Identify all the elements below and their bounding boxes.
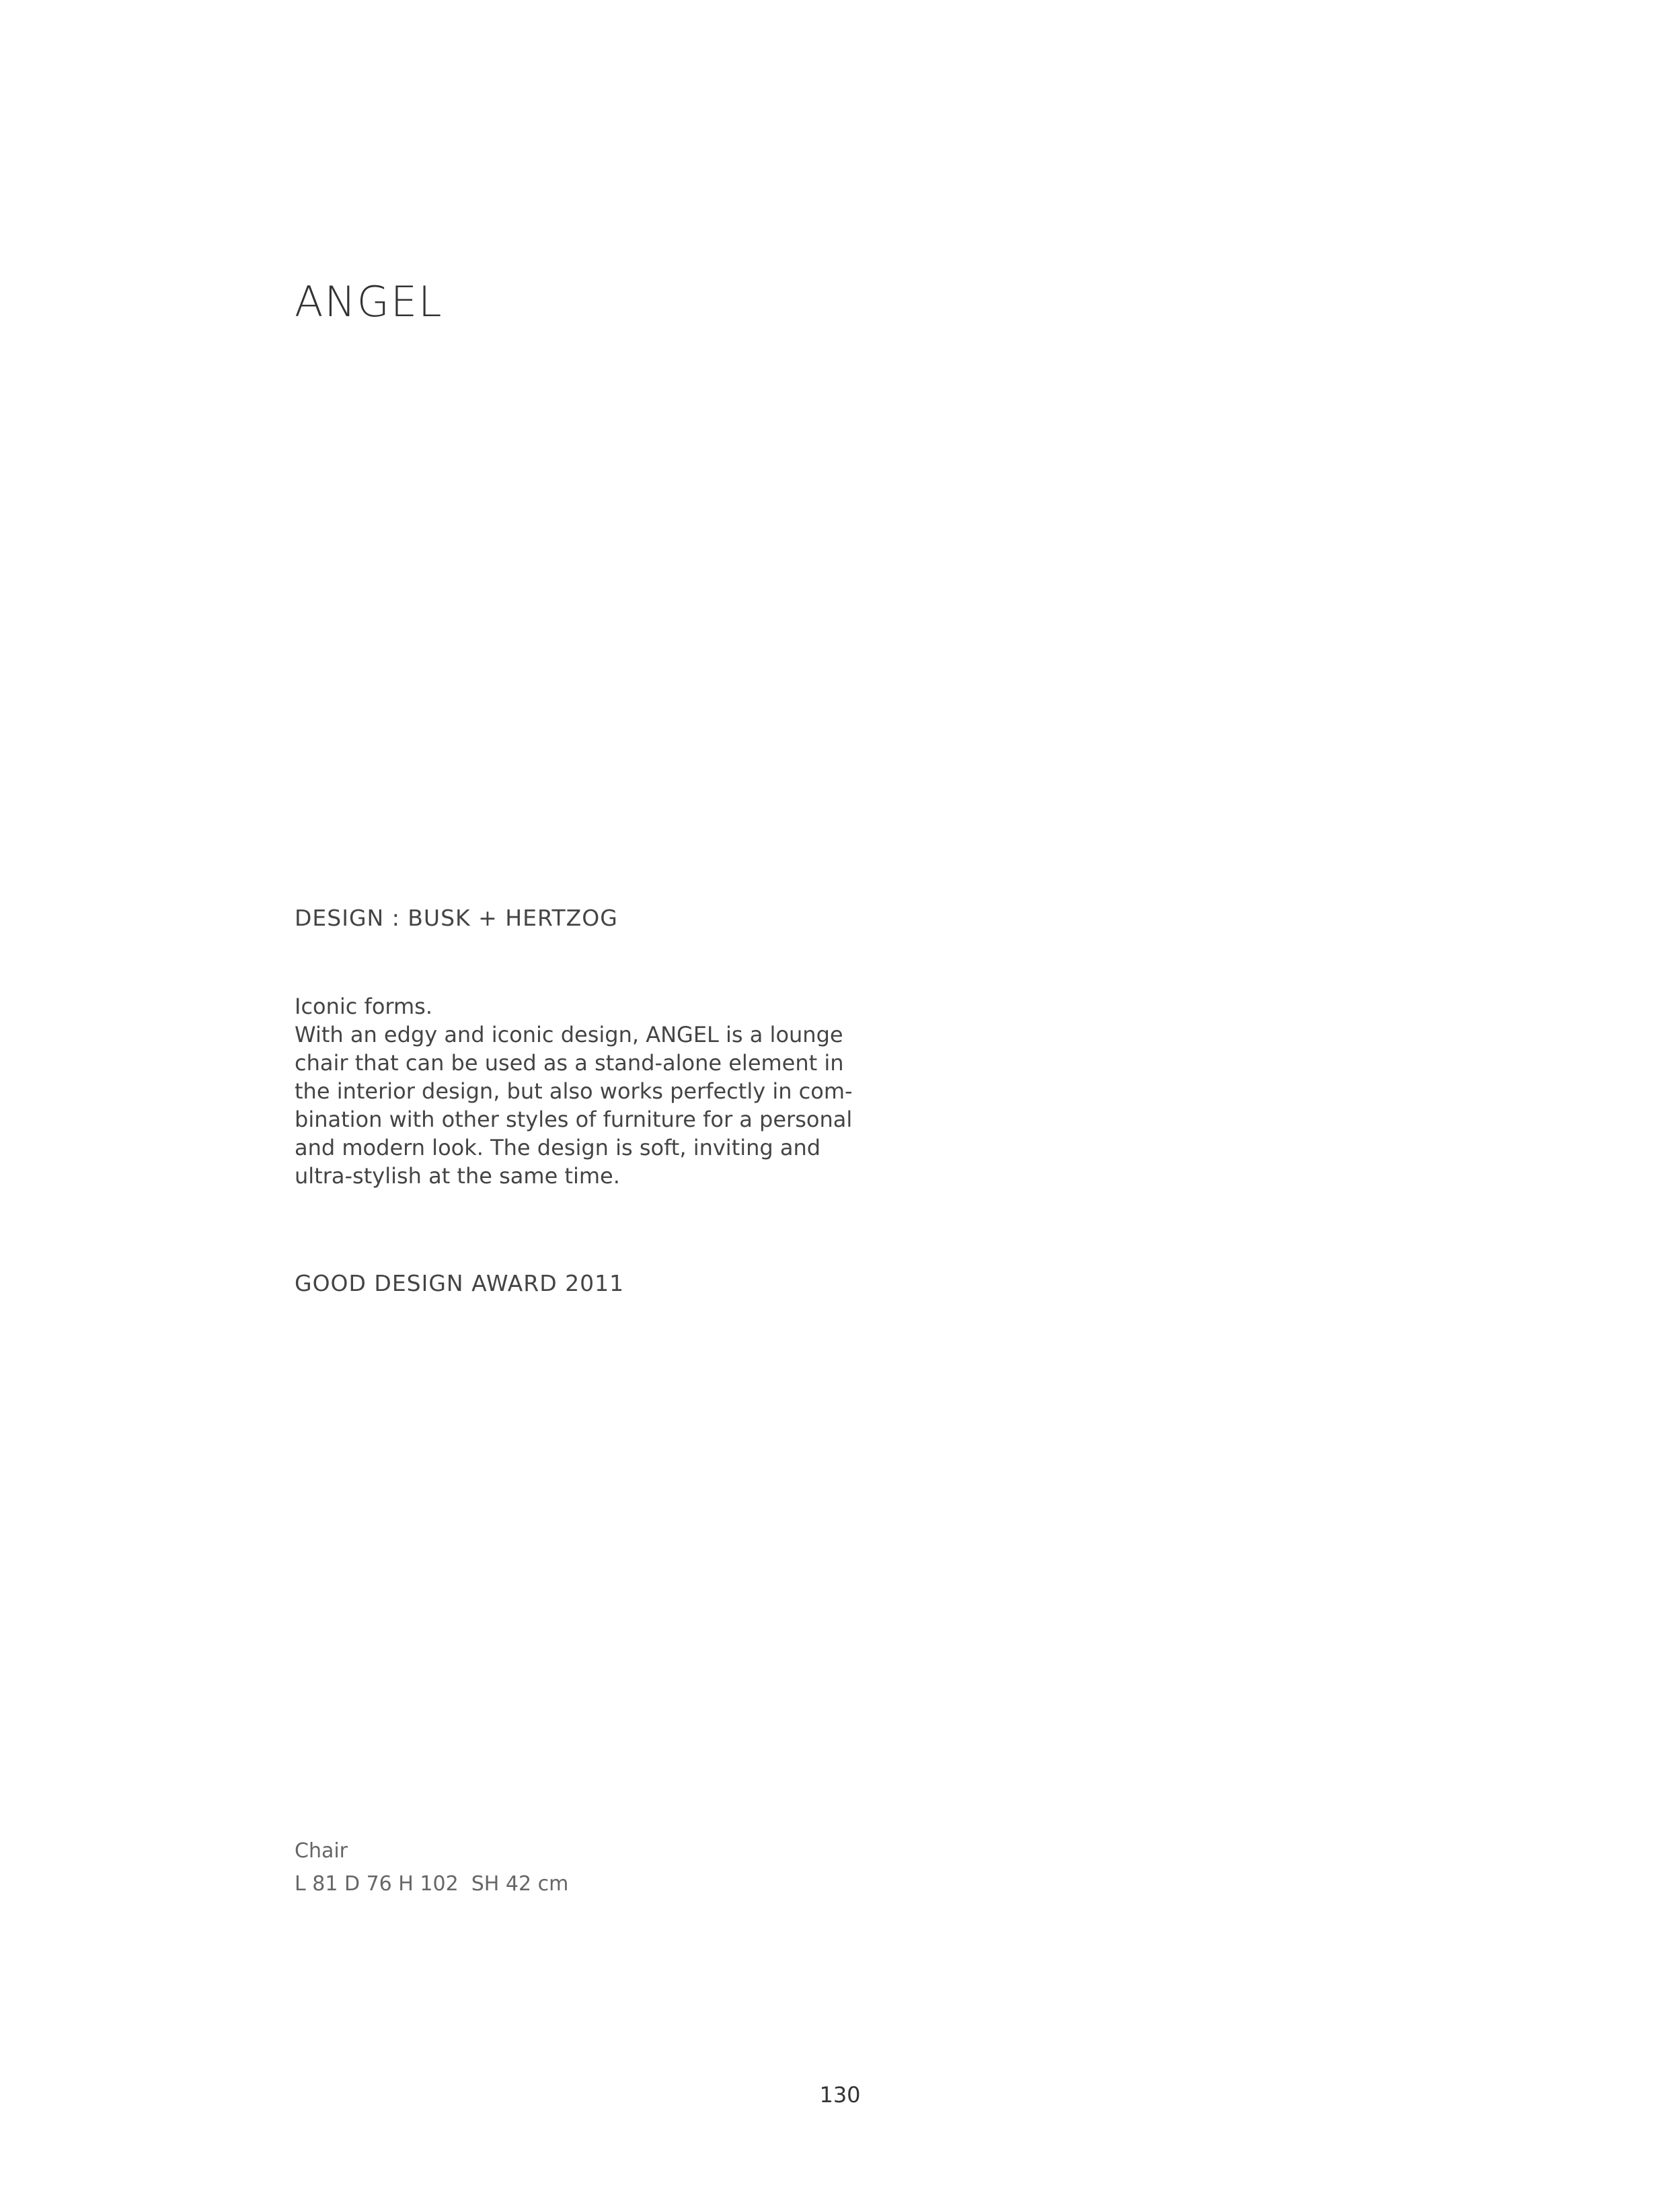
description-line: With an edgy and iconic design, ANGEL is a lounge bbox=[295, 1022, 843, 1047]
description-line: the interior design, but also works perfectly in com- bbox=[295, 1078, 853, 1104]
description-line: Iconic forms. bbox=[295, 994, 432, 1019]
product-description bbox=[295, 992, 900, 1190]
award-text: GOOD DESIGN AWARD 2011 bbox=[295, 1270, 625, 1296]
product-type: Chair bbox=[295, 1839, 348, 1863]
description-line: and modern look. The design is soft, inviting and bbox=[295, 1135, 821, 1160]
designer-credit: DESIGN : BUSK + HERTZOG bbox=[295, 905, 618, 931]
description-line: chair that can be used as a stand-alone element in bbox=[295, 1050, 844, 1076]
page-number: 130 bbox=[819, 2082, 861, 2108]
product-dimensions: L 81 D 76 H 102 SH 42 cm bbox=[295, 1872, 569, 1896]
description-line: ultra-stylish at the same time. bbox=[295, 1163, 620, 1189]
product-title: ANGEL bbox=[295, 277, 443, 326]
description-line: bination with other styles of furniture for a personal bbox=[295, 1107, 853, 1132]
